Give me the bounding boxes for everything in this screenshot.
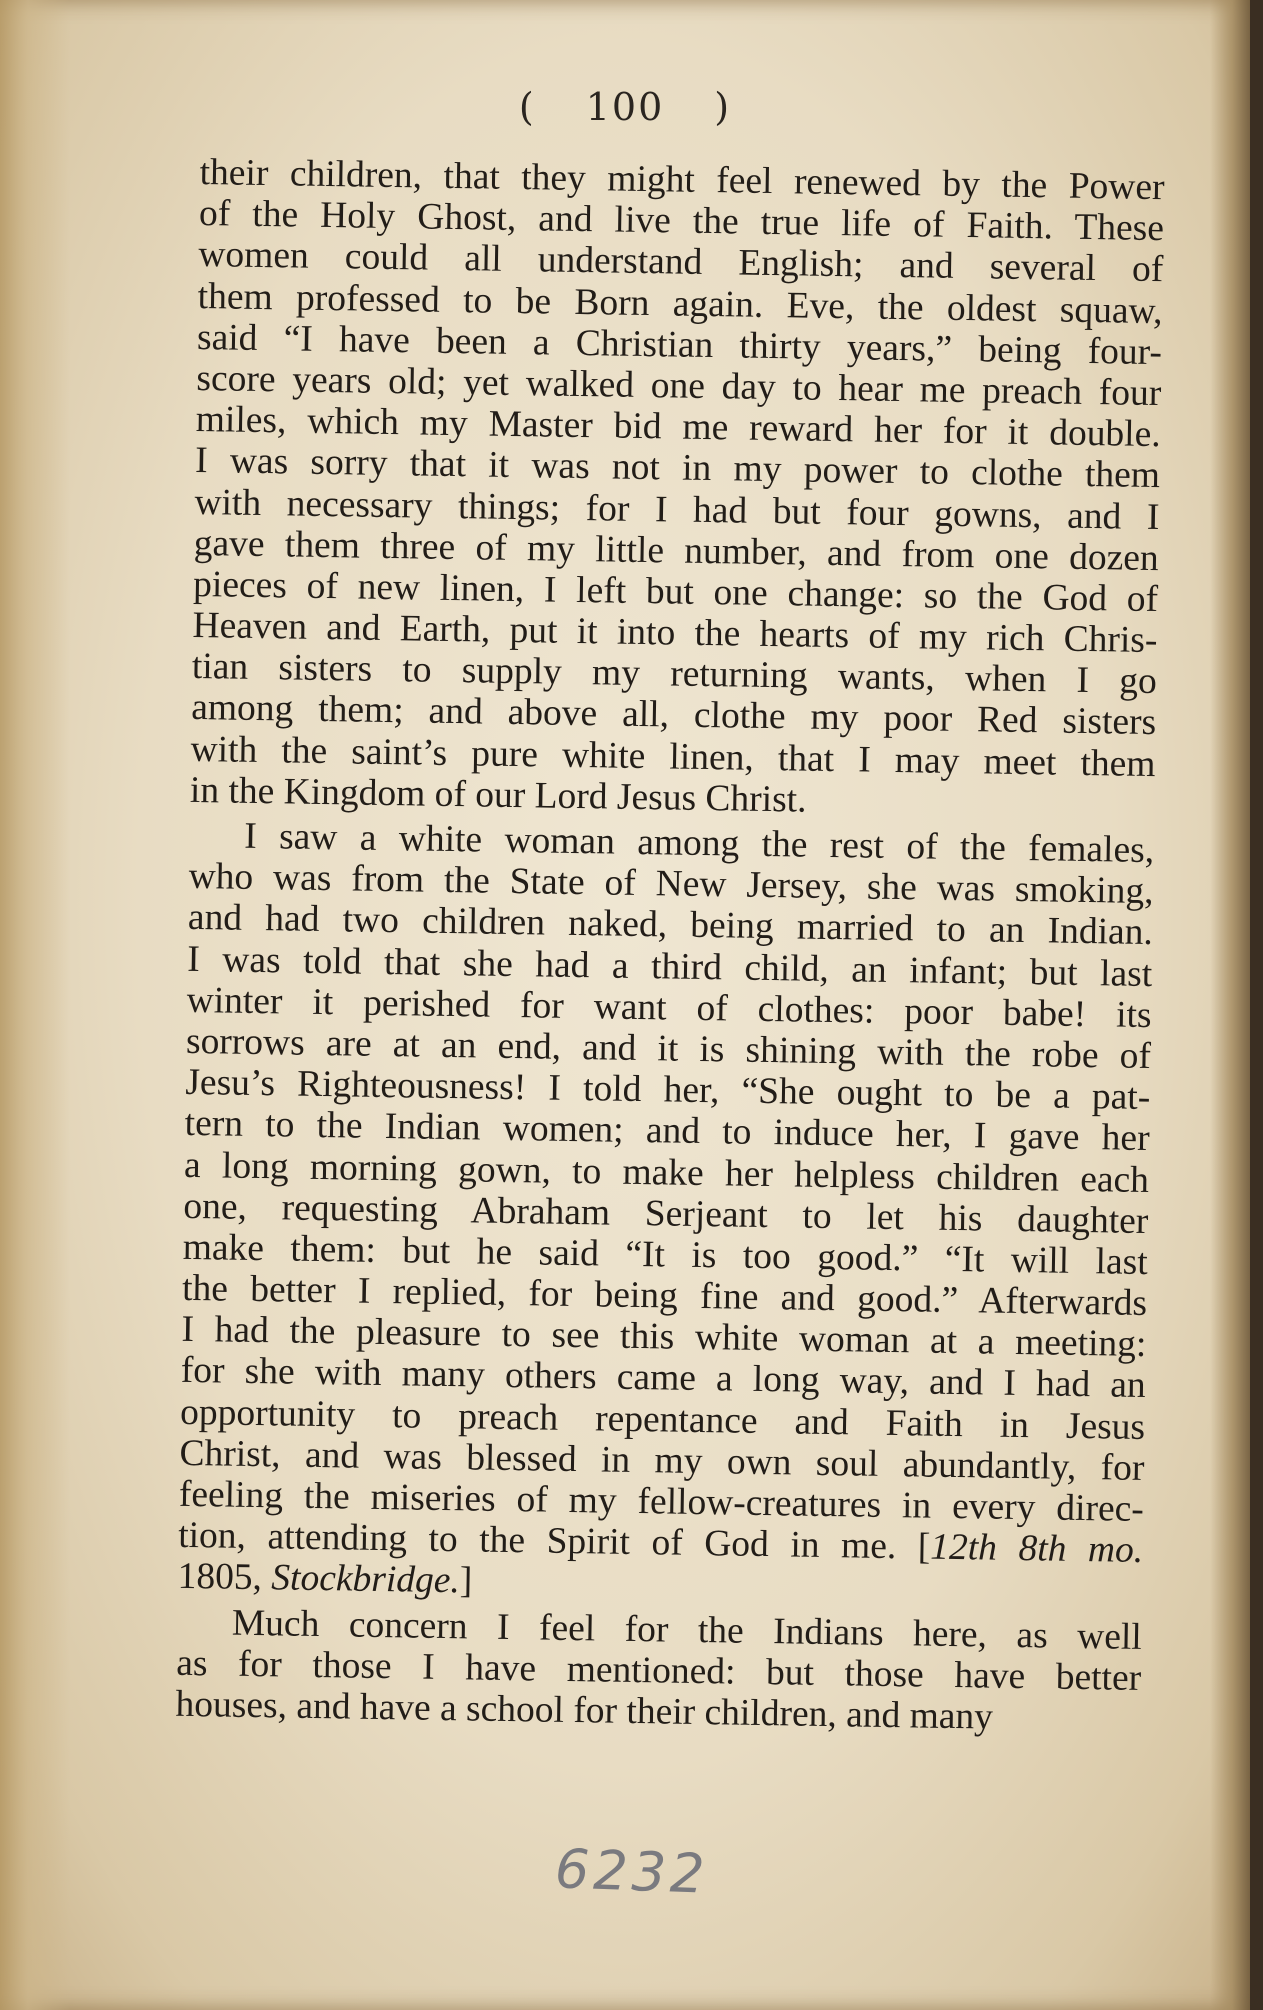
paragraph xyxy=(190,152,1165,826)
text-line: with necessary things; for I had but four gowns, and I xyxy=(194,481,1160,538)
text-line: miles, which my Master bid me reward her for it double. xyxy=(195,399,1161,456)
text-line: who was from the State of New Jersey, she was smoking, xyxy=(188,856,1154,913)
text-line: Much concern I feel for the Indians here, as well xyxy=(231,1602,1143,1658)
text-line: Jesu’s Righteousness! I told her, “She ought to be a pat- xyxy=(185,1062,1151,1119)
text-line: them professed to be Born again. Eve, the oldest squaw, xyxy=(197,275,1163,332)
text-line: score years old; yet walked one day to hear me preach four xyxy=(196,357,1162,415)
text-line: a long morning gown, to make her helpless children each xyxy=(183,1144,1150,1201)
text-line: one, requesting Abraham Serjeant to let his daughter xyxy=(183,1185,1149,1242)
text-line: tian sisters to supply my returning wants, when I go xyxy=(191,646,1158,703)
text-line: make them: but he said “It is too good.” “It will last xyxy=(182,1226,1148,1283)
text-line: Heaven and Earth, put it into the hearts of my rich Chris- xyxy=(192,605,1158,662)
text-line: feeling the miseries of my fellow-creatures in every direc- xyxy=(178,1473,1145,1530)
text-line: Christ, and was blessed in my own soul abundantly, for xyxy=(179,1432,1145,1489)
text-line: I was told that she had a third child, an infant; but last xyxy=(187,938,1153,995)
text-line: tern to the Indian women; and to induce her, I gave her xyxy=(184,1103,1150,1160)
page-number: 100 xyxy=(585,85,665,129)
text-line: as for those I have mentioned: but those have better xyxy=(175,1642,1142,1699)
page-header xyxy=(0,85,1250,129)
text-line: I was sorry that it was not in my power to clothe them xyxy=(194,440,1161,497)
text-line: winter it perished for want of clothes: poor babe! its xyxy=(186,979,1152,1036)
handwritten-catalog-number: 6232 xyxy=(553,1837,710,1906)
text-line: tion, attending to the Spirit of God in me. [12th 8th mo. xyxy=(177,1515,1144,1572)
text-line: I had the pleasure to see this white woman at a meeting: xyxy=(181,1309,1147,1366)
text-line: among them; and above all, clothe my poor Red sisters xyxy=(190,687,1157,744)
text-line: with the saint’s pure white linen, that I may meet them xyxy=(190,728,1156,785)
text-line: gave them three of my little number, and from one dozen xyxy=(193,522,1160,579)
text-line: in the Kingdom of our Lord Jesus Christ. xyxy=(189,769,807,821)
close-paren: ) xyxy=(714,85,732,129)
text-line: their children, that they might feel renewed by the Power xyxy=(199,152,1165,209)
page-gutter-shadow xyxy=(0,0,70,2010)
text-line: houses, and have a school for their children, and many xyxy=(175,1683,994,1738)
paragraph xyxy=(175,1601,1142,1740)
text-line: I saw a white woman among the rest of the females, xyxy=(243,815,1155,872)
text-line: of the Holy Ghost, and live the true life of Faith. These xyxy=(198,193,1165,250)
text-line: women could all understand English; and several of xyxy=(198,234,1164,291)
text-line: sorrows are at an end, and it is shining with the robe of xyxy=(185,1020,1152,1077)
text-line: and had two children naked, being married to an Indian. xyxy=(187,897,1154,954)
text-line: the better I replied, for being fine and good.” Afterwards xyxy=(181,1267,1148,1325)
text-line: 1805, Stockbridge.] xyxy=(177,1556,473,1602)
page-body-text xyxy=(175,152,1165,1740)
text-line: for she with many others came a long way, and I had an xyxy=(180,1350,1147,1407)
open-paren: ( xyxy=(518,85,536,129)
text-line: opportunity to preach repentance and Faith in Jesus xyxy=(179,1391,1146,1448)
text-line: said “I have been a Christian thirty years,” being four- xyxy=(196,316,1163,373)
page-edge-shadow xyxy=(1210,0,1250,2010)
paragraph xyxy=(177,815,1154,1613)
text-line: pieces of new linen, I left but one change: so the God of xyxy=(192,563,1159,620)
